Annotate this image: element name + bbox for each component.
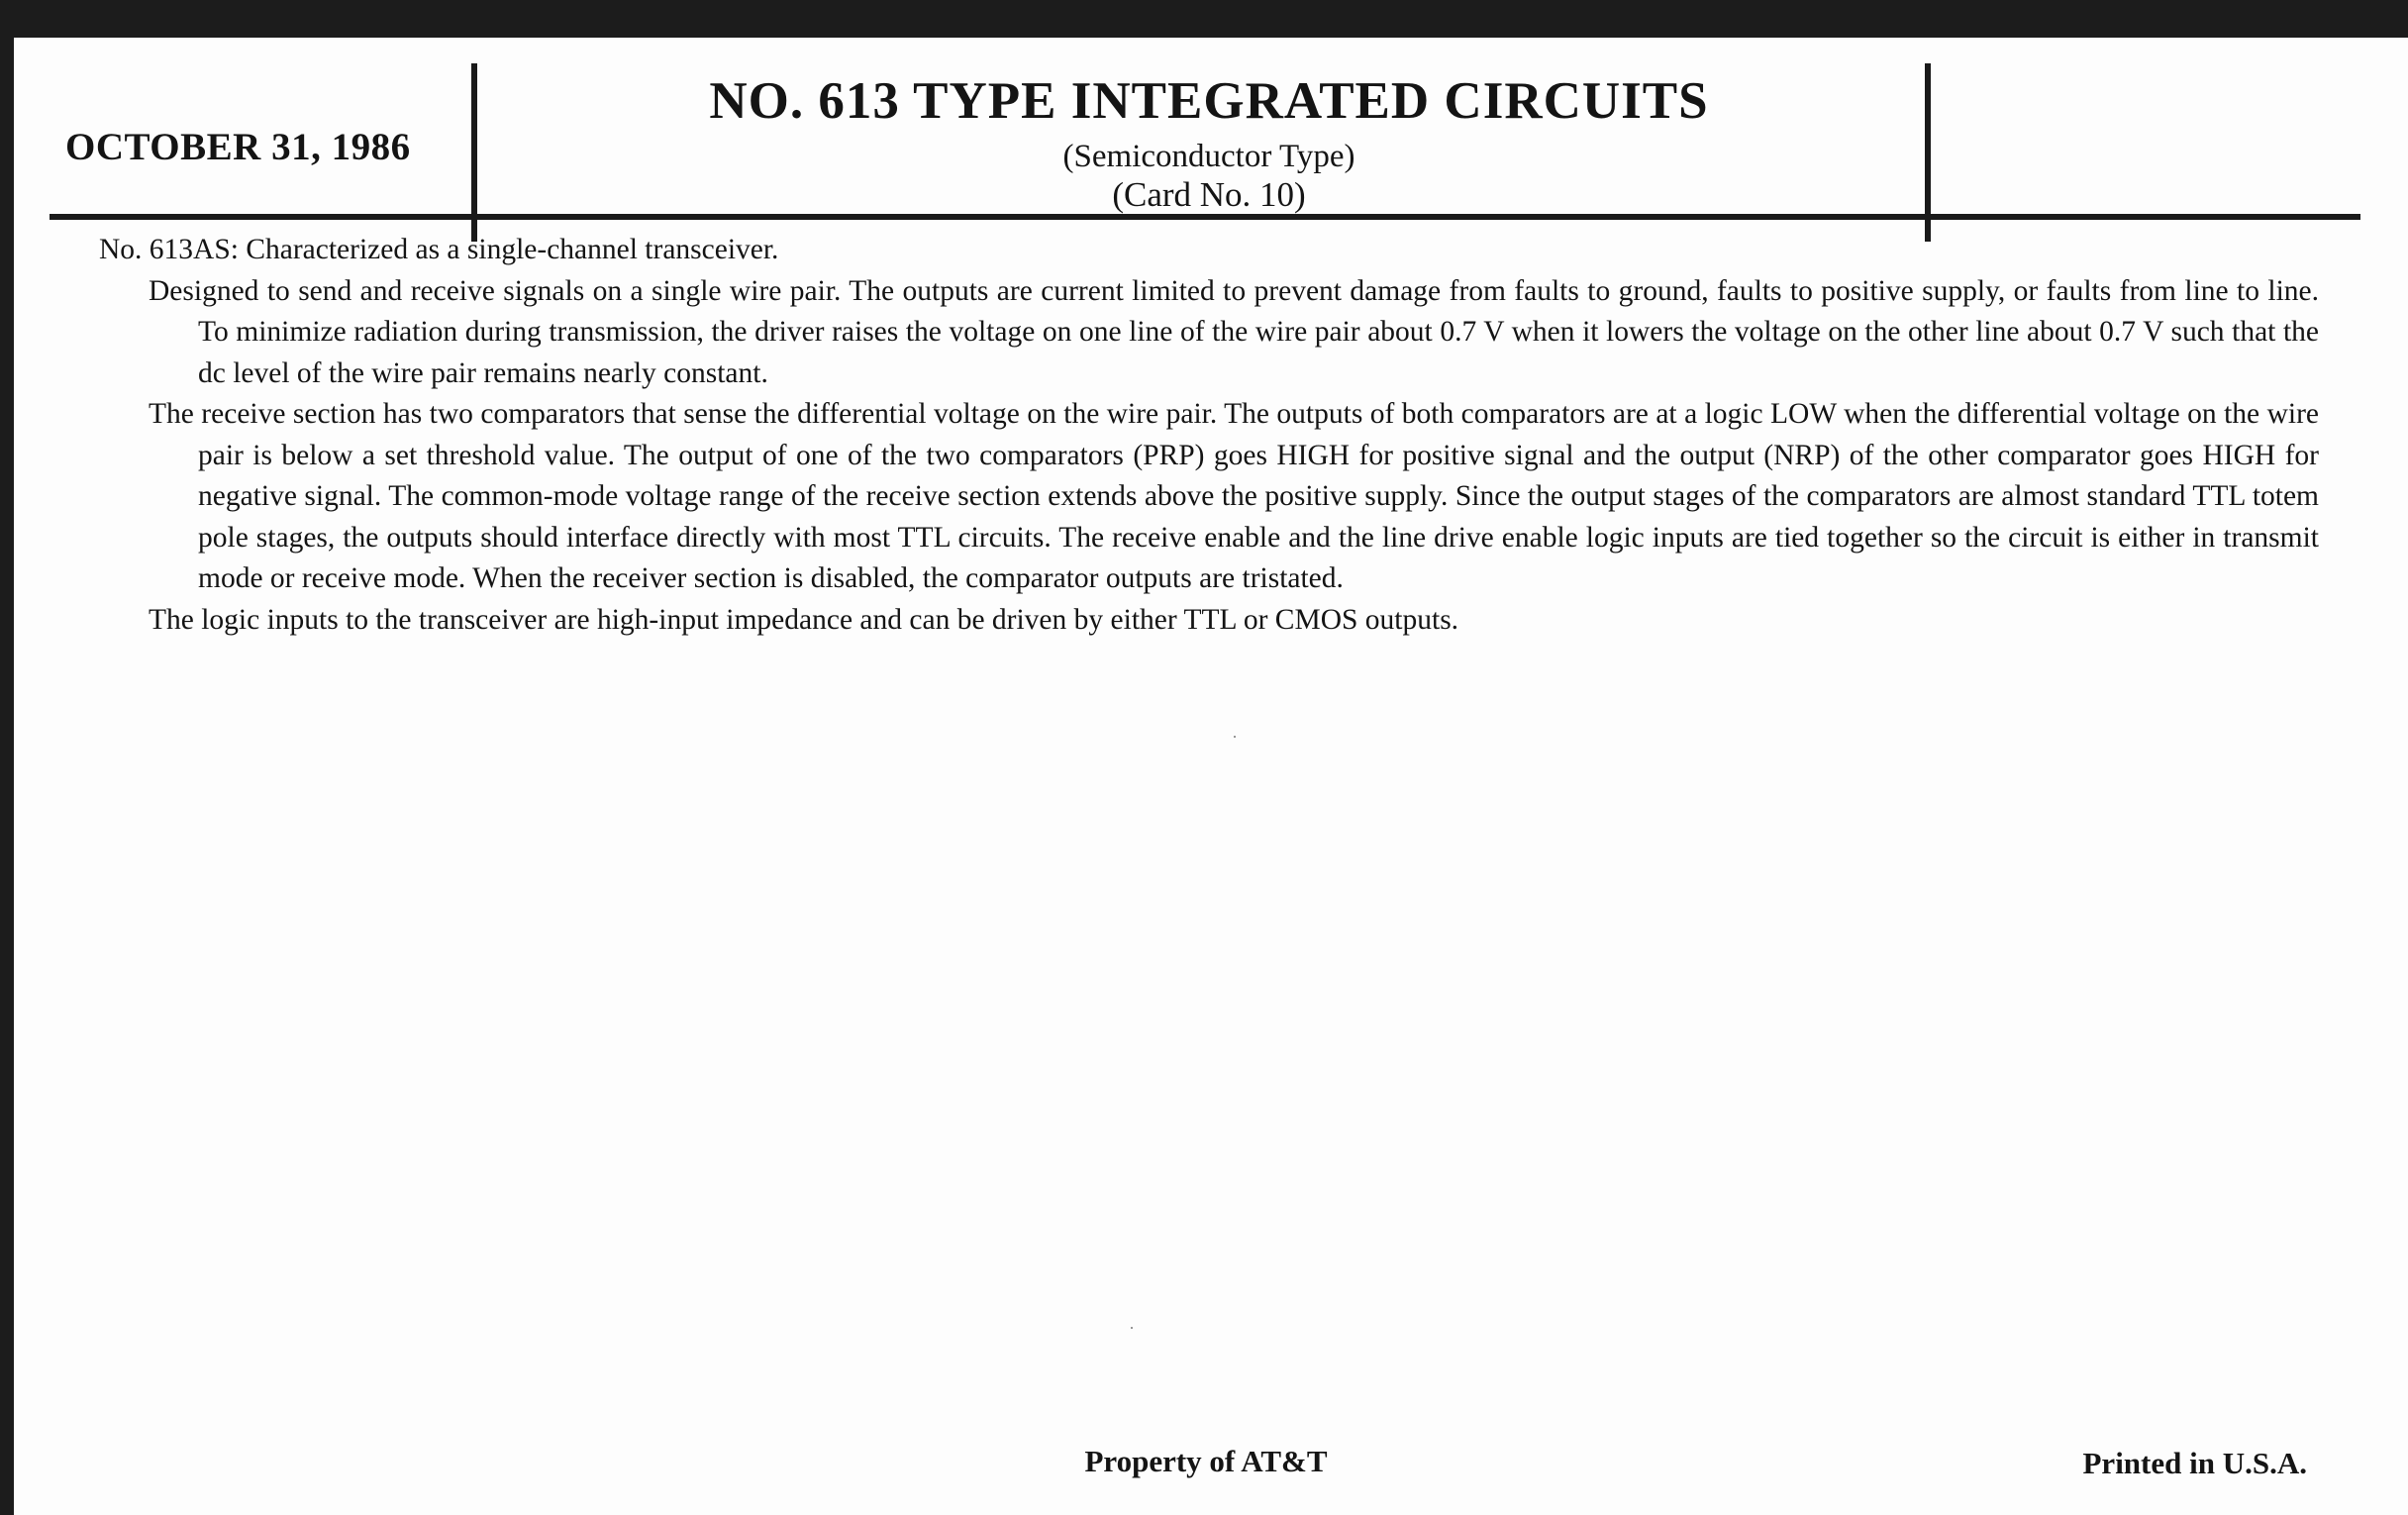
reference-card <box>14 38 2408 1515</box>
paragraph-logic-inputs: The logic inputs to the transceiver are high-input impedance and can be driven by either TTL or CMOS outputs. <box>149 603 1459 636</box>
lead-line: No. 613AS: Characterized as a single-channel transceiver. <box>99 234 779 265</box>
scan-speck <box>1234 736 1236 738</box>
page-subtitle: (Semiconductor Type) <box>1062 139 1355 174</box>
header-underline <box>50 214 2360 220</box>
body-text <box>99 230 2319 641</box>
paragraph-design: Designed to send and receive signals on a single wire pair. The outputs are current limited to prevent damage from faults to ground, faults to positive supply, or faults from line to line. To minimize radiation during transmission, the driver raises the voltage on one line of the wire pair about 0.7 V when it lowers the voltage on the other line about 0.7 V such that the dc level of the wire pair remains nearly constant. <box>149 274 2319 389</box>
printed-note: Printed in U.S.A. <box>2082 1446 2307 1480</box>
ownership-note: Property of AT&T <box>1084 1444 1328 1478</box>
card-number: (Card No. 10) <box>1112 175 1306 214</box>
issue-date: OCTOBER 31, 1986 <box>65 126 411 168</box>
page-title: NO. 613 TYPE INTEGRATED CIRCUITS <box>709 72 1709 130</box>
scan-speck <box>1131 1327 1133 1329</box>
paragraph-receive-section: The receive section has two comparators that sense the differential voltage on the wire pair. The outputs of both comparators are at a logic LOW when the differential voltage on the wire pair is below a set threshold value. The output of one of the two comparators (PRP) goes HIGH for positive signal and the output (NRP) of the other comparator goes HIGH for negative signal. The common-mode voltage range of the receive section extends above the positive supply. Since the output stages of the comparators are almost standard TTL totem pole stages, the outputs should interface directly with most TTL circuits. The receive enable and the line drive enable logic inputs are tied together so the circuit is either in transmit mode or receive mode. When the receiver section is disabled, the comparator outputs are tristated. <box>149 398 2319 594</box>
title-block <box>483 65 1935 214</box>
